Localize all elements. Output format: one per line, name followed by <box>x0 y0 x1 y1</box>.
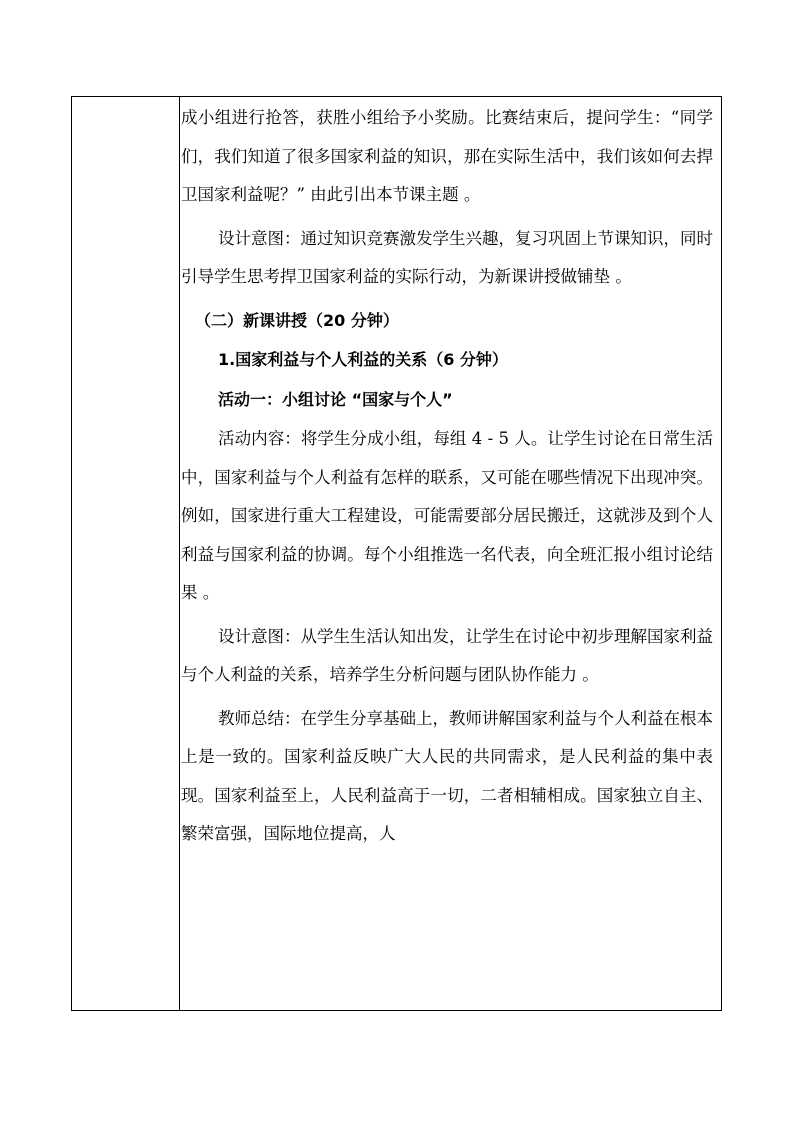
paragraph-design-intent-2: 设计意图：从学生生活认知出发，让学生在讨论中初步理解国家利益与个人利益的关系，培养学生分析问题与团队协作能力 。 <box>181 626 713 684</box>
paragraph-activity-content: 活动内容：将学生分成小组，每组 4 - 5 人。让学生讨论在日常生活中，国家利益与个人利益有怎样的联系，又可能在哪些情况下出现冲突。例如，国家进行重大工程建设，可能需要部分居民搬迁，这就涉及到个人利益与国家利益的协调。每个小组推选一名代表，向全班汇报小组讨论结果 。 <box>181 429 713 602</box>
section-heading: （二）新课讲授（20 分钟） <box>195 310 399 330</box>
paragraph-continued: 成小组进行抢答，获胜小组给予小奖励。比赛结束后，提问学生：“同学们，我们知道了很多国家利益的知识，那在实际生活中，我们该如何去捍卫国家利益呢？” 由此引出本节课主题 。 <box>181 108 713 204</box>
table-content-cell <box>181 97 721 1010</box>
lesson-text <box>181 99 713 854</box>
subsection-heading: 1.国家利益与个人利益的关系（6 分钟） <box>218 350 508 369</box>
table-left-column <box>72 97 180 1010</box>
lesson-plan-table <box>71 96 722 1011</box>
paragraph-teacher-summary: 教师总结：在学生分享基础上，教师讲解国家利益与个人利益在根本上是一致的。国家利益反映广大人民的共同需求，是人民利益的集中表现。国家利益至上，人民利益高于一切，二者相辅相成。国家独立自主、繁荣富强，国际地位提高，人 <box>181 708 713 843</box>
paragraph-design-intent-1: 设计意图：通过知识竞赛激发学生兴趣，复习巩固上节课知识，同时引导学生思考捍卫国家利益的实际行动，为新课讲授做铺垫 。 <box>181 228 713 286</box>
activity-heading: 活动一：小组讨论 “国家与个人” <box>218 389 453 409</box>
